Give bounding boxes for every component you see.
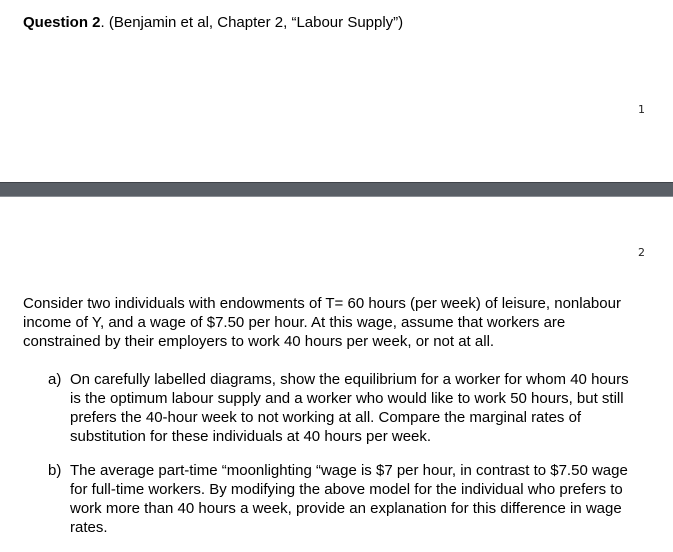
intro-paragraph: Consider two individuals with endowments of T= 60 hours (per week) of leisure, nonlabour income of Y, and a wage of $7.50 per hour. At this wage, assume that workers are constrained by their employers to work 40 hours per week, or not at all. <box>23 295 621 350</box>
part-a-text: On carefully labelled diagrams, show the equilibrium for a worker for whom 40 hours is the optimum labour supply and a worker who would like to work 50 hours, but still prefers the 40-hour week to not working at all. Compare the marginal rates of substitution for these individuals at 40 hours per week. <box>70 371 629 445</box>
question-source: . (Benjamin et al, Chapter 2, “Labour Supply”) <box>100 14 404 31</box>
part-a-label: a) <box>48 371 62 388</box>
page-number-1: 1 <box>638 103 645 116</box>
page-2 <box>0 197 673 552</box>
question-label: Question 2 <box>23 14 101 31</box>
part-b <box>48 461 638 537</box>
part-b-text: The average part-time “moonlighting “wage is $7 per hour, in contrast to $7.50 wage for full-time workers. By modifying the above model for the individual who prefers to work more than 40 hours a week, provide an explanation for this difference in wage rates. <box>70 462 628 536</box>
page-number-2: 2 <box>638 246 645 259</box>
part-b-label: b) <box>48 462 62 479</box>
question-heading <box>23 14 403 31</box>
part-a <box>48 370 638 446</box>
page-divider <box>0 182 673 197</box>
page-1 <box>0 0 673 182</box>
